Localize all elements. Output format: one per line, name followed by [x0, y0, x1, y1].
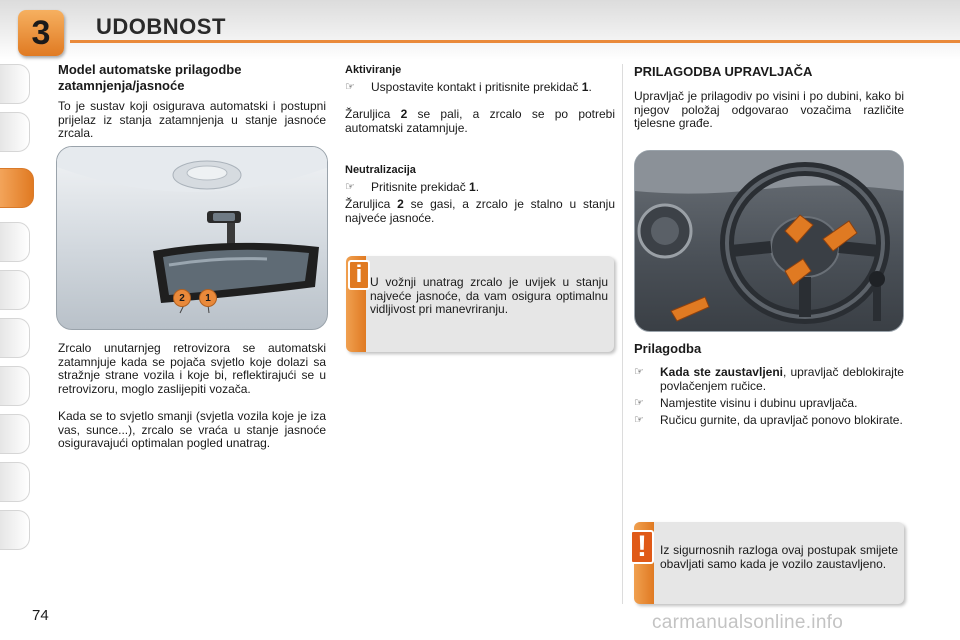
- mirror-section-title: Model automatske prilagodbe zatamnjenja/jasnoće: [58, 62, 242, 93]
- steering-section-title: PRILAGODBA UPRAVLJAČA: [634, 64, 813, 79]
- steering-wheel-illustration: [634, 150, 904, 332]
- info-icon: i: [348, 260, 370, 290]
- adjust-bullet-3: ☞ Ručicu gurnite, da upravljač ponovo blokirate.: [634, 413, 903, 427]
- adjust-bullet-1: ☞ Kada ste zaustavljeni, upravljač deblokirajte povlačenjem ručice.: [634, 365, 904, 393]
- warning-note-text: Iz sigurnosnih razloga ovaj postupak smijete obavljati samo kada je vozilo zaustavljeno.: [660, 543, 898, 571]
- neutralization-text: Žaruljica 2 se gasi, a zrcalo je stalno u stanju najveće jasnoće.: [345, 197, 615, 225]
- rearview-mirror-illustration: [56, 146, 328, 330]
- chapter-tab-9[interactable]: [0, 462, 30, 502]
- neutralization-title: Neutralizacija: [345, 164, 416, 176]
- chapter-tab-2[interactable]: [0, 112, 30, 152]
- mirror-para-1: Zrcalo unutarnjeg retrovizora se automatski zatamnjuje kada se pojača svjetlo koje dolazi sa stražnje strane vozila i koje bi, reflektirajući se u retrovizoru, moglo zaslijepiti vozača.: [58, 341, 326, 396]
- column-divider: [622, 64, 623, 604]
- activation-title: Aktiviranje: [345, 64, 402, 76]
- steering-intro: Upravljač je prilagodiv po visini i po dubini, kako bi njegov položaj odgovarao vozačima različite tjelesne građe.: [634, 89, 904, 130]
- chapter-tab-10[interactable]: [0, 510, 30, 550]
- chapter-tab-7[interactable]: [0, 366, 30, 406]
- header-rule: [70, 40, 960, 43]
- pointing-hand-icon: ☞: [634, 366, 644, 378]
- pointing-hand-icon: ☞: [634, 414, 644, 426]
- chapter-tab-8[interactable]: [0, 414, 30, 454]
- chapter-title: UDOBNOST: [96, 14, 226, 39]
- chapter-badge: [18, 10, 64, 56]
- page-number: 74: [32, 607, 49, 624]
- activation-text: Žaruljica 2 se pali, a zrcalo se po potrebi automatski zatamnjuje.: [345, 107, 616, 135]
- steering-wheel-drawing: [635, 151, 904, 332]
- pointing-hand-icon: ☞: [634, 397, 644, 409]
- watermark: carmanualsonline.info: [652, 612, 844, 633]
- adjust-bullet-2: ☞ Namjestite visinu i dubinu upravljača.: [634, 396, 858, 410]
- rearview-mirror-drawing: [57, 147, 328, 330]
- pointing-hand-icon: ☞: [345, 81, 355, 93]
- chapter-tab-5[interactable]: [0, 270, 30, 310]
- adjust-title: Prilagodba: [634, 341, 702, 356]
- callout-1: 1: [199, 289, 217, 307]
- chapter-tab-6[interactable]: [0, 318, 30, 358]
- activation-bullet: ☞ Uspostavite kontakt i pritisnite prekidač 1.: [345, 80, 592, 94]
- mirror-intro: To je sustav koji osigurava automatski i postupni prijelaz iz stanja zatamnjenja u stanje jasnoće zrcala.: [58, 99, 326, 140]
- callout-2: 2: [173, 289, 191, 307]
- chapter-number: 3: [31, 13, 51, 52]
- warning-icon: !: [630, 530, 654, 564]
- info-note-text: U vožnji unatrag zrcalo je uvijek u stanju najveće jasnoće, da vam osigura optimalnu vidljivost pri manevriranju.: [370, 275, 608, 316]
- chapter-tab-1[interactable]: [0, 64, 30, 104]
- chapter-tab-3-active[interactable]: [0, 168, 34, 208]
- neutralization-bullet: ☞ Pritisnite prekidač 1.: [345, 180, 480, 194]
- mirror-para-2: Kada se to svjetlo smanji (svjetla vozila koje je iza vas, sunce...), zrcalo se vraća u stanje jasnoće osiguravajući optimalan pogled unatrag.: [58, 409, 326, 450]
- pointing-hand-icon: ☞: [345, 181, 355, 193]
- chapter-tab-4[interactable]: [0, 222, 30, 262]
- info-note: [346, 256, 614, 352]
- warning-note: [634, 522, 904, 604]
